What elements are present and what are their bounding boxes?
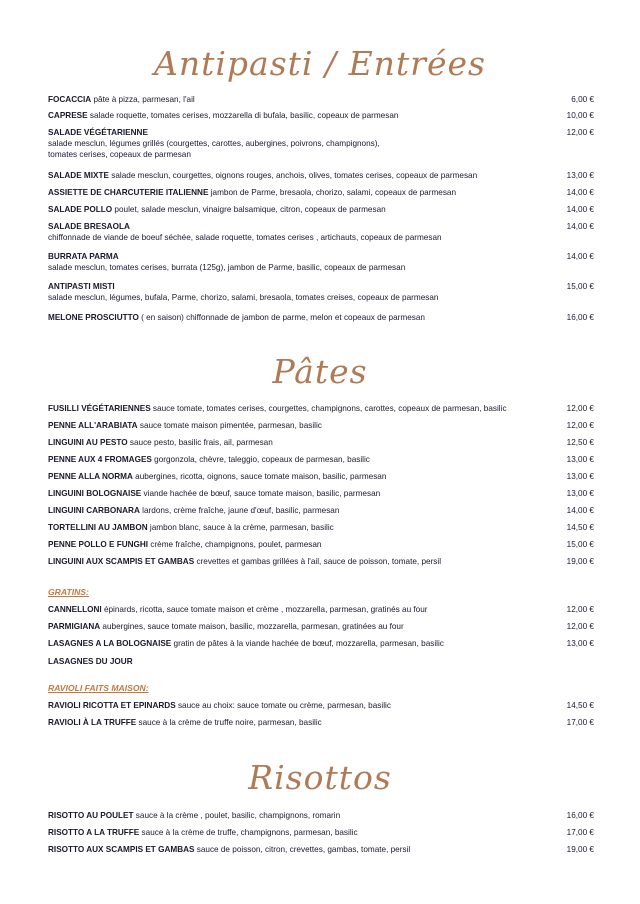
item-name: PENNE AUX 4 FROMAGES	[48, 455, 152, 464]
menu-item	[48, 437, 594, 448]
item-desc: jambon de Parme, bresaola, chorizo, salami, copeaux de parmesan	[208, 188, 457, 197]
item-desc: poulet, salade mesclun, vinaigre balsamique, citron, copeaux de parmesan	[112, 205, 386, 214]
item-desc: salade roquette, tomates cerises, mozzarella di bufala, basilic, copeaux de parmesan	[87, 111, 399, 120]
menu-item	[48, 420, 594, 431]
item-desc: aubergines, ricotta, oignons, sauce tomate maison, basilic, parmesan	[132, 472, 387, 481]
item-desc: sauce au choix: sauce tomate ou crème, parmesan, basilic	[175, 701, 391, 710]
item-name: RISOTTO AUX SCAMPIS ET GAMBAS	[48, 845, 195, 854]
item-desc-line2: salade mesclun, tomates cerises, burrata (125g), jambon de Parme, basilic, copeaux de parmesan	[48, 263, 406, 272]
item-price: 16,00 €	[566, 313, 594, 322]
menu-item	[48, 539, 594, 550]
item-price: 14,00 €	[566, 188, 594, 197]
item-name: PENNE POLLO E FUNGHI	[48, 540, 149, 549]
item-price: 12,00 €	[566, 128, 594, 137]
item-price: 19,00 €	[566, 557, 594, 566]
menu-item	[48, 127, 594, 160]
item-price: 12,00 €	[566, 622, 594, 631]
item-name: LINGUINI CARBONARA	[48, 506, 140, 515]
item-price: 14,00 €	[566, 205, 594, 214]
item-name: SALADE VÉGÉTARIENNE	[48, 128, 148, 137]
item-desc: gratin de pâtes à la viande hachée de bœuf, mozzarella, parmesan, basilic	[171, 639, 444, 648]
item-name: BURRATA PARMA	[48, 252, 119, 261]
item-price: 14,50 €	[566, 701, 594, 710]
item-desc: sauce à la crème de truffe noire, parmesan, basilic	[136, 718, 322, 727]
item-desc: sauce tomate, tomates cerises, courgettes, champignons, carottes, copeaux de parmesan, basilic	[150, 404, 507, 413]
item-desc: sauce tomate maison pimentée, parmesan, basilic	[137, 421, 322, 430]
item-price: 12,00 €	[566, 421, 594, 430]
item-name: SALADE MIXTE	[48, 171, 109, 180]
item-price: 19,00 €	[566, 845, 594, 854]
item-desc: sauce à la crème de truffe, champignons, parmesan, basilic	[139, 828, 358, 837]
gratins-subheading: GRATINS:	[48, 587, 89, 597]
menu-item	[48, 522, 594, 533]
item-price: 12,00 €	[566, 605, 594, 614]
item-price: 13,00 €	[566, 489, 594, 498]
item-name: CANNELLONI	[48, 605, 102, 614]
item-desc: viande hachée de bœuf, sauce tomate maison, basilic, parmesan	[141, 489, 381, 498]
pates-heading: Pâtes	[272, 352, 368, 391]
item-name: RAVIOLI RICOTTA ET EPINARDS	[48, 701, 176, 710]
menu-item	[48, 505, 594, 516]
item-desc: sauce pesto, basilic frais, ail, parmesan	[127, 438, 273, 447]
item-desc: ( en saison) chiffonnade de jambon de parme, melon et copeaux de parmesan	[138, 313, 425, 322]
item-name: ASSIETTE DE CHARCUTERIE ITALIENNE	[48, 188, 209, 197]
item-name: LASAGNES DU JOUR	[48, 657, 133, 666]
item-price: 14,00 €	[566, 222, 594, 231]
item-desc: aubergines, sauce tomate maison, basilic, mozzarella, parmesan, gratinées au four	[100, 622, 404, 631]
item-name: LINGUINI BOLOGNAISE	[48, 489, 142, 498]
menu-item	[48, 221, 594, 243]
item-price: 14,00 €	[566, 506, 594, 515]
item-name: LASAGNES A LA BOLOGNAISE	[48, 639, 172, 648]
item-name: RISOTTO A LA TRUFFE	[48, 828, 140, 837]
item-name: RAVIOLI À LA TRUFFE	[48, 718, 137, 727]
menu-item	[48, 281, 594, 303]
item-desc: épinards, ricotta, sauce tomate maison et crème , mozzarella, parmesan, gratinés au four	[101, 605, 428, 614]
item-price: 17,00 €	[566, 828, 594, 837]
menu-item	[48, 827, 594, 838]
item-desc: sauce de poisson, citron, crevettes, gambas, tomate, persil	[194, 845, 411, 854]
item-desc: lardons, crème fraîche, jaune d'œuf, basilic, parmesan	[139, 506, 340, 515]
ravioli-subheading: RAVIOLI FAITS MAISON:	[48, 683, 149, 693]
antipasti-heading: Antipasti / Entrées	[154, 44, 486, 83]
item-name: SALADE BRESAOLA	[48, 222, 130, 231]
menu-item	[48, 170, 594, 181]
item-price: 13,00 €	[566, 472, 594, 481]
item-desc-line2: salade mesclun, légumes, bufala, Parme, chorizo, salami, bresaola, tomates creises, copeaux de parmesan	[48, 293, 439, 302]
item-name: ANTIPASTI MISTI	[48, 282, 115, 291]
menu-item	[48, 844, 594, 855]
menu-item	[48, 656, 594, 667]
item-desc-line3: tomates cerises, copeaux de parmesan	[48, 150, 191, 159]
item-price: 15,00 €	[566, 282, 594, 291]
menu-item	[48, 556, 594, 567]
item-desc: crème fraîche, champignons, poulet, parmesan	[148, 540, 322, 549]
risottos-heading: Risottos	[248, 758, 392, 797]
menu-item	[48, 403, 594, 414]
menu-item	[48, 488, 594, 499]
menu-item	[48, 638, 594, 649]
item-price: 10,00 €	[566, 111, 594, 120]
item-desc: jambon blanc, sauce à la crème, parmesan, basilic	[147, 523, 334, 532]
menu-item	[48, 621, 594, 632]
item-price: 12,00 €	[566, 404, 594, 413]
item-desc: salade mesclun, courgettes, oignons rouges, anchois, olives, tomates cerises, copeaux de parmesan	[108, 171, 478, 180]
item-name: PENNE ALLA NORMA	[48, 472, 133, 481]
item-name: RISOTTO AU POULET	[48, 811, 134, 820]
menu-item	[48, 604, 594, 615]
item-name: FOCACCIA	[48, 95, 92, 104]
item-name: CAPRESE	[48, 111, 88, 120]
menu-item	[48, 700, 594, 711]
item-price: 12,50 €	[566, 438, 594, 447]
menu-item	[48, 471, 594, 482]
menu-item	[48, 312, 594, 323]
menu-item	[48, 187, 594, 198]
item-desc: crevettes et gambas grillées à l'ail, sauce de poisson, tomate, persil	[194, 557, 442, 566]
menu-item	[48, 94, 594, 105]
item-name: PENNE ALL'ARABIATA	[48, 421, 138, 430]
item-name: TORTELLINI AU JAMBON	[48, 523, 148, 532]
menu-item	[48, 454, 594, 465]
item-desc: pâte à pizza, parmesan, l'ail	[91, 95, 195, 104]
item-desc: sauce à la crème , poulet, basilic, champignons, romarin	[133, 811, 341, 820]
item-desc-line2: chiffonnade de viande de boeuf séchée, salade roquette, tomates cerises , artichauts, copeaux de parmesan	[48, 233, 442, 242]
item-price: 15,00 €	[566, 540, 594, 549]
menu-item	[48, 204, 594, 215]
item-name: MELONE PROSCIUTTO	[48, 313, 139, 322]
item-name: LINGUINI AU PESTO	[48, 438, 128, 447]
item-price: 13,00 €	[566, 639, 594, 648]
item-price: 6,00 €	[571, 95, 594, 104]
item-name: FUSILLI VÉGÉTARIENNES	[48, 404, 151, 413]
menu-item	[48, 810, 594, 821]
item-price: 13,00 €	[566, 171, 594, 180]
item-name: SALADE POLLO	[48, 205, 113, 214]
item-price: 14,50 €	[566, 523, 594, 532]
item-desc: gorgonzola, chèvre, taleggio, copeaux de parmesan, basilic	[151, 455, 370, 464]
item-name: LINGUINI AUX SCAMPIS ET GAMBAS	[48, 557, 195, 566]
menu-item	[48, 110, 594, 121]
menu-item	[48, 251, 594, 273]
menu-item	[48, 717, 594, 728]
item-price: 13,00 €	[566, 455, 594, 464]
item-price: 17,00 €	[566, 718, 594, 727]
item-price: 14,00 €	[566, 252, 594, 261]
item-name: PARMIGIANA	[48, 622, 101, 631]
item-desc-line2: salade mesclun, légumes grillés (courgettes, carottes, aubergines, poivrons, champignons),	[48, 139, 380, 148]
item-price: 16,00 €	[566, 811, 594, 820]
